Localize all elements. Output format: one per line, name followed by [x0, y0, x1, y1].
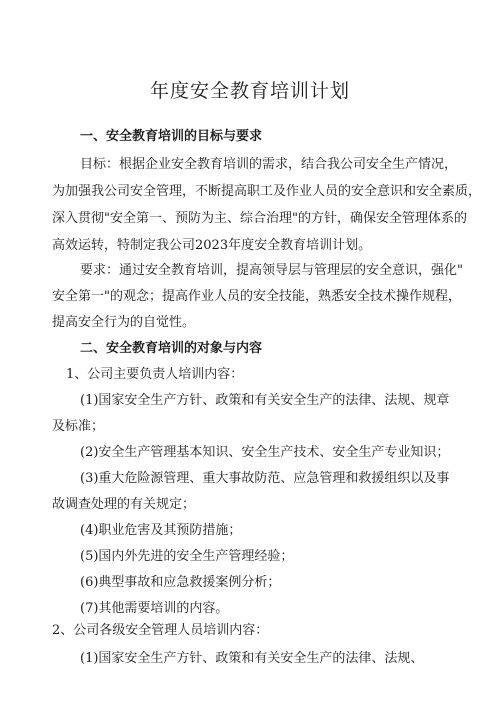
- requirement-line: 要求：通过安全教育培训，提高领导层与管理层的安全意识，强化": [80, 263, 463, 278]
- list-item: (7)其他需要培训的内容。: [80, 601, 229, 616]
- list-item: (1)国家安全生产方针、政策和有关安全生产的法律、法规、: [80, 651, 424, 666]
- section-heading-2: 二、安全教育培训的对象与内容: [80, 341, 263, 356]
- goal-line: 目标：根据企业安全教育培训的需求，结合我公司安全生产情况，: [80, 157, 458, 172]
- list-item: 及标准；: [52, 419, 105, 434]
- goal-line: 深入贯彻"安全第一、预防为主、综合治理"的方针，确保安全管理体系的: [52, 211, 467, 226]
- list-item: (5)国内外先进的安全生产管理经验；: [80, 549, 294, 564]
- goal-line: 高效运转，特制定我公司2023年度安全教育培训计划。: [52, 238, 372, 253]
- list-item: (4)职业危害及其预防措施；: [80, 523, 242, 538]
- requirement-line: 安全第一"的观念；提高作业人员的安全技能，熟悉安全技术操作规程，: [52, 289, 461, 304]
- list-item: (3)重大危险源管理、重大事故防范、应急管理和救援组织以及事: [80, 471, 450, 486]
- subsection-heading-2: 2、公司各级安全管理人员培训内容：: [52, 623, 269, 638]
- goal-line: 为加强我公司安全管理，不断提高职工及作业人员的安全意识和安全素质，: [52, 184, 482, 199]
- document-title: 年度安全教育培训计划: [149, 80, 350, 102]
- list-item: (2)安全生产管理基本知识、安全生产技术、安全生产专业知识；: [80, 445, 450, 460]
- list-item: (1)国家安全生产方针、政策和有关安全生产的法律、法规、规章: [80, 393, 450, 408]
- requirement-line: 提高安全行为的自觉性。: [52, 315, 196, 330]
- section-heading-1: 一、安全教育培训的目标与要求: [80, 129, 263, 144]
- subsection-heading-1: 1、公司主要负责人培训内容：: [66, 367, 244, 382]
- list-item: (6)典型事故和应急救援案例分析；: [80, 575, 281, 590]
- list-item: 故调查处理的有关规定；: [52, 497, 196, 512]
